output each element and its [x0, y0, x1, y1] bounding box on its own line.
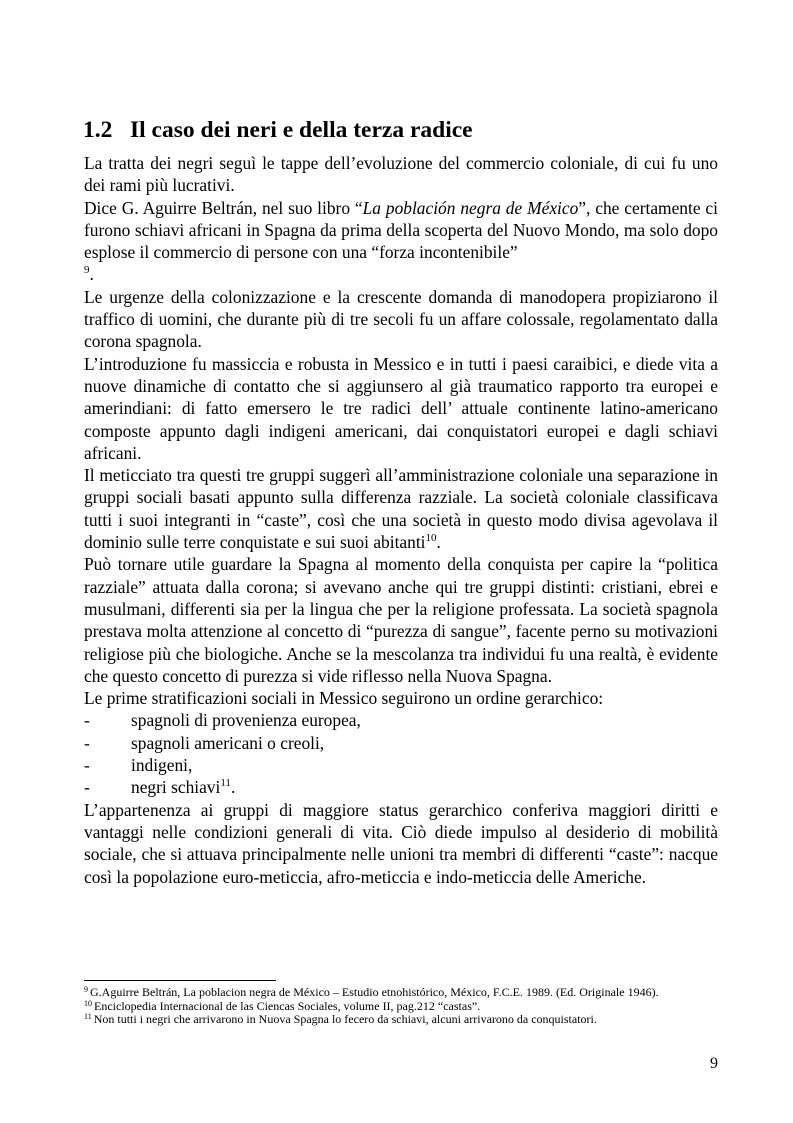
list-item	[84, 709, 718, 731]
paragraph-5	[84, 464, 718, 553]
list-item-last-text: negri schiavi	[131, 777, 221, 798]
paragraph-2-rest: ”, che certamente ci furono schiavi africani in Spagna da prima della scoperta del Nuovo Mondo, ma solo dopo esplose il commercio di persone con una “forza incontenibile”	[84, 197, 718, 263]
footnote-text: Non tutti i negri che arrivarono in Nuova Spagna lo fecero da schiavi, alcuni arrivarono da conquistatori.	[93, 1012, 597, 1027]
footnote-mark: 11	[84, 1012, 92, 1022]
footnotes	[84, 986, 718, 1027]
section-heading	[83, 114, 723, 146]
hierarchy-list	[84, 709, 718, 798]
list-item	[84, 732, 718, 754]
footnote-separator	[84, 980, 276, 981]
list-dash: -	[84, 755, 90, 776]
paragraph-8: L’appartenenza ai gruppi di maggiore status gerarchico conferiva maggiori diritti e vantaggi nelle condizioni generali di vita. Ciò diede impulso al desiderio di mobilità sociale, che si attuava principalmente nelle unioni tra membri di differenti “caste”: nacque così la popolazione euro-meticcia, afro-meticcia e indo-meticcia delle Americhe.	[84, 799, 718, 887]
list-dash: -	[84, 710, 90, 731]
body-text	[84, 152, 718, 888]
list-dash: -	[84, 777, 90, 798]
footnote-text: G.Aguirre Beltrán, La poblacion negra de México – Estudio etnohistórico, México, F.C.E. 1989. (Ed. Originale 1946).	[90, 985, 659, 999]
paragraph-4: L’introduzione fu massiccia e robusta in Messico e in tutti i paesi caraibici, e diede vita a nuove dinamiche di contatto che si aggiunsero al già traumatico rapporto tra europei e amerindiani: di fatto emersero le tre radici dell’ attuale continente latino-americano composte appunto dagli indigeni americani, dai conquistatori europei e dagli schiavi africani.	[84, 353, 718, 463]
paragraph-3: Le urgenze della colonizzazione e la crescente domanda di manodopera propiziarono il traffico di uomini, che durante più di tre secoli fu un affare colossale, regolamentato dalla corona spagnola.	[84, 286, 718, 352]
paragraph-7: Le prime stratificazioni sociali in Messico seguirono un ordine gerarchico:	[84, 688, 604, 709]
section-number: 1.2	[83, 116, 113, 143]
paragraph-2	[84, 197, 718, 286]
footnote-ref-9[interactable]: 9	[84, 264, 90, 277]
section-title: Il caso dei neri e della terza radice	[130, 116, 473, 143]
list-item	[84, 754, 718, 776]
book-title: La población negra de México	[362, 197, 579, 218]
list-item-text: spagnoli di provenienza europea,	[131, 710, 361, 731]
footnote-ref-10[interactable]: 10	[425, 532, 437, 545]
list-item-text: spagnoli americani o creoli,	[131, 732, 325, 753]
footnote-mark: 10	[84, 998, 92, 1008]
footnote-9	[84, 986, 718, 1000]
paragraph-5-end: .	[436, 532, 441, 553]
paragraph-5-last-word: abitanti	[373, 532, 426, 553]
paragraph-2-end: .	[89, 264, 94, 285]
footnote-mark: 9	[84, 985, 88, 994]
paragraph-5-tail	[373, 532, 441, 552]
list-dash: -	[84, 732, 90, 753]
footnote-text: Enciclopedia Internacional de las Ciencas Sociales, volume II, pag.212 “castas”.	[94, 998, 481, 1013]
list-item-end: .	[230, 777, 236, 798]
list-item-text: indigeni,	[131, 755, 193, 776]
list-item-text	[131, 776, 235, 798]
paragraph-2-start: Dice G. Aguirre Beltrán, nel suo libro “	[84, 197, 363, 218]
list-item	[84, 776, 718, 798]
paragraph-1: La tratta dei negri seguì le tappe dell’evoluzione del commercio coloniale, di cui fu uno dei rami più lucrativi.	[84, 153, 718, 196]
paragraph-5-text: Il meticciato tra questi tre gruppi suggerì all’amministrazione coloniale una separazione in gruppi sociali basati appunto sulla differenza razziale. La società coloniale classificava tutti i suoi integranti in “caste”, così che una società in questo modo divisa agevolava il dominio sulle terre conquistate e sui suoi	[84, 465, 718, 553]
footnote-11	[84, 1013, 718, 1027]
footnote-ref-11[interactable]: 11	[220, 777, 231, 790]
footnote-10	[84, 1000, 718, 1014]
paragraph-6: Può tornare utile guardare la Spagna al momento della conquista per capire la “politica razziale” attuata dalla corona; si avevano anche qui tre gruppi distinti: cristiani, ebrei e musulmani, differenti sia per la lingua che per la religione professata. La società spagnola prestava molta attenzione al concetto di “purezza di sangue”, facente perno su motivazioni religiose più che biologiche. Anche se la mescolanza tra individui fu una realtà, è evidente che questo concetto di purezza si vide riflesso nella Nuova Spagna.	[84, 554, 718, 686]
page-number: 9	[710, 1055, 718, 1072]
